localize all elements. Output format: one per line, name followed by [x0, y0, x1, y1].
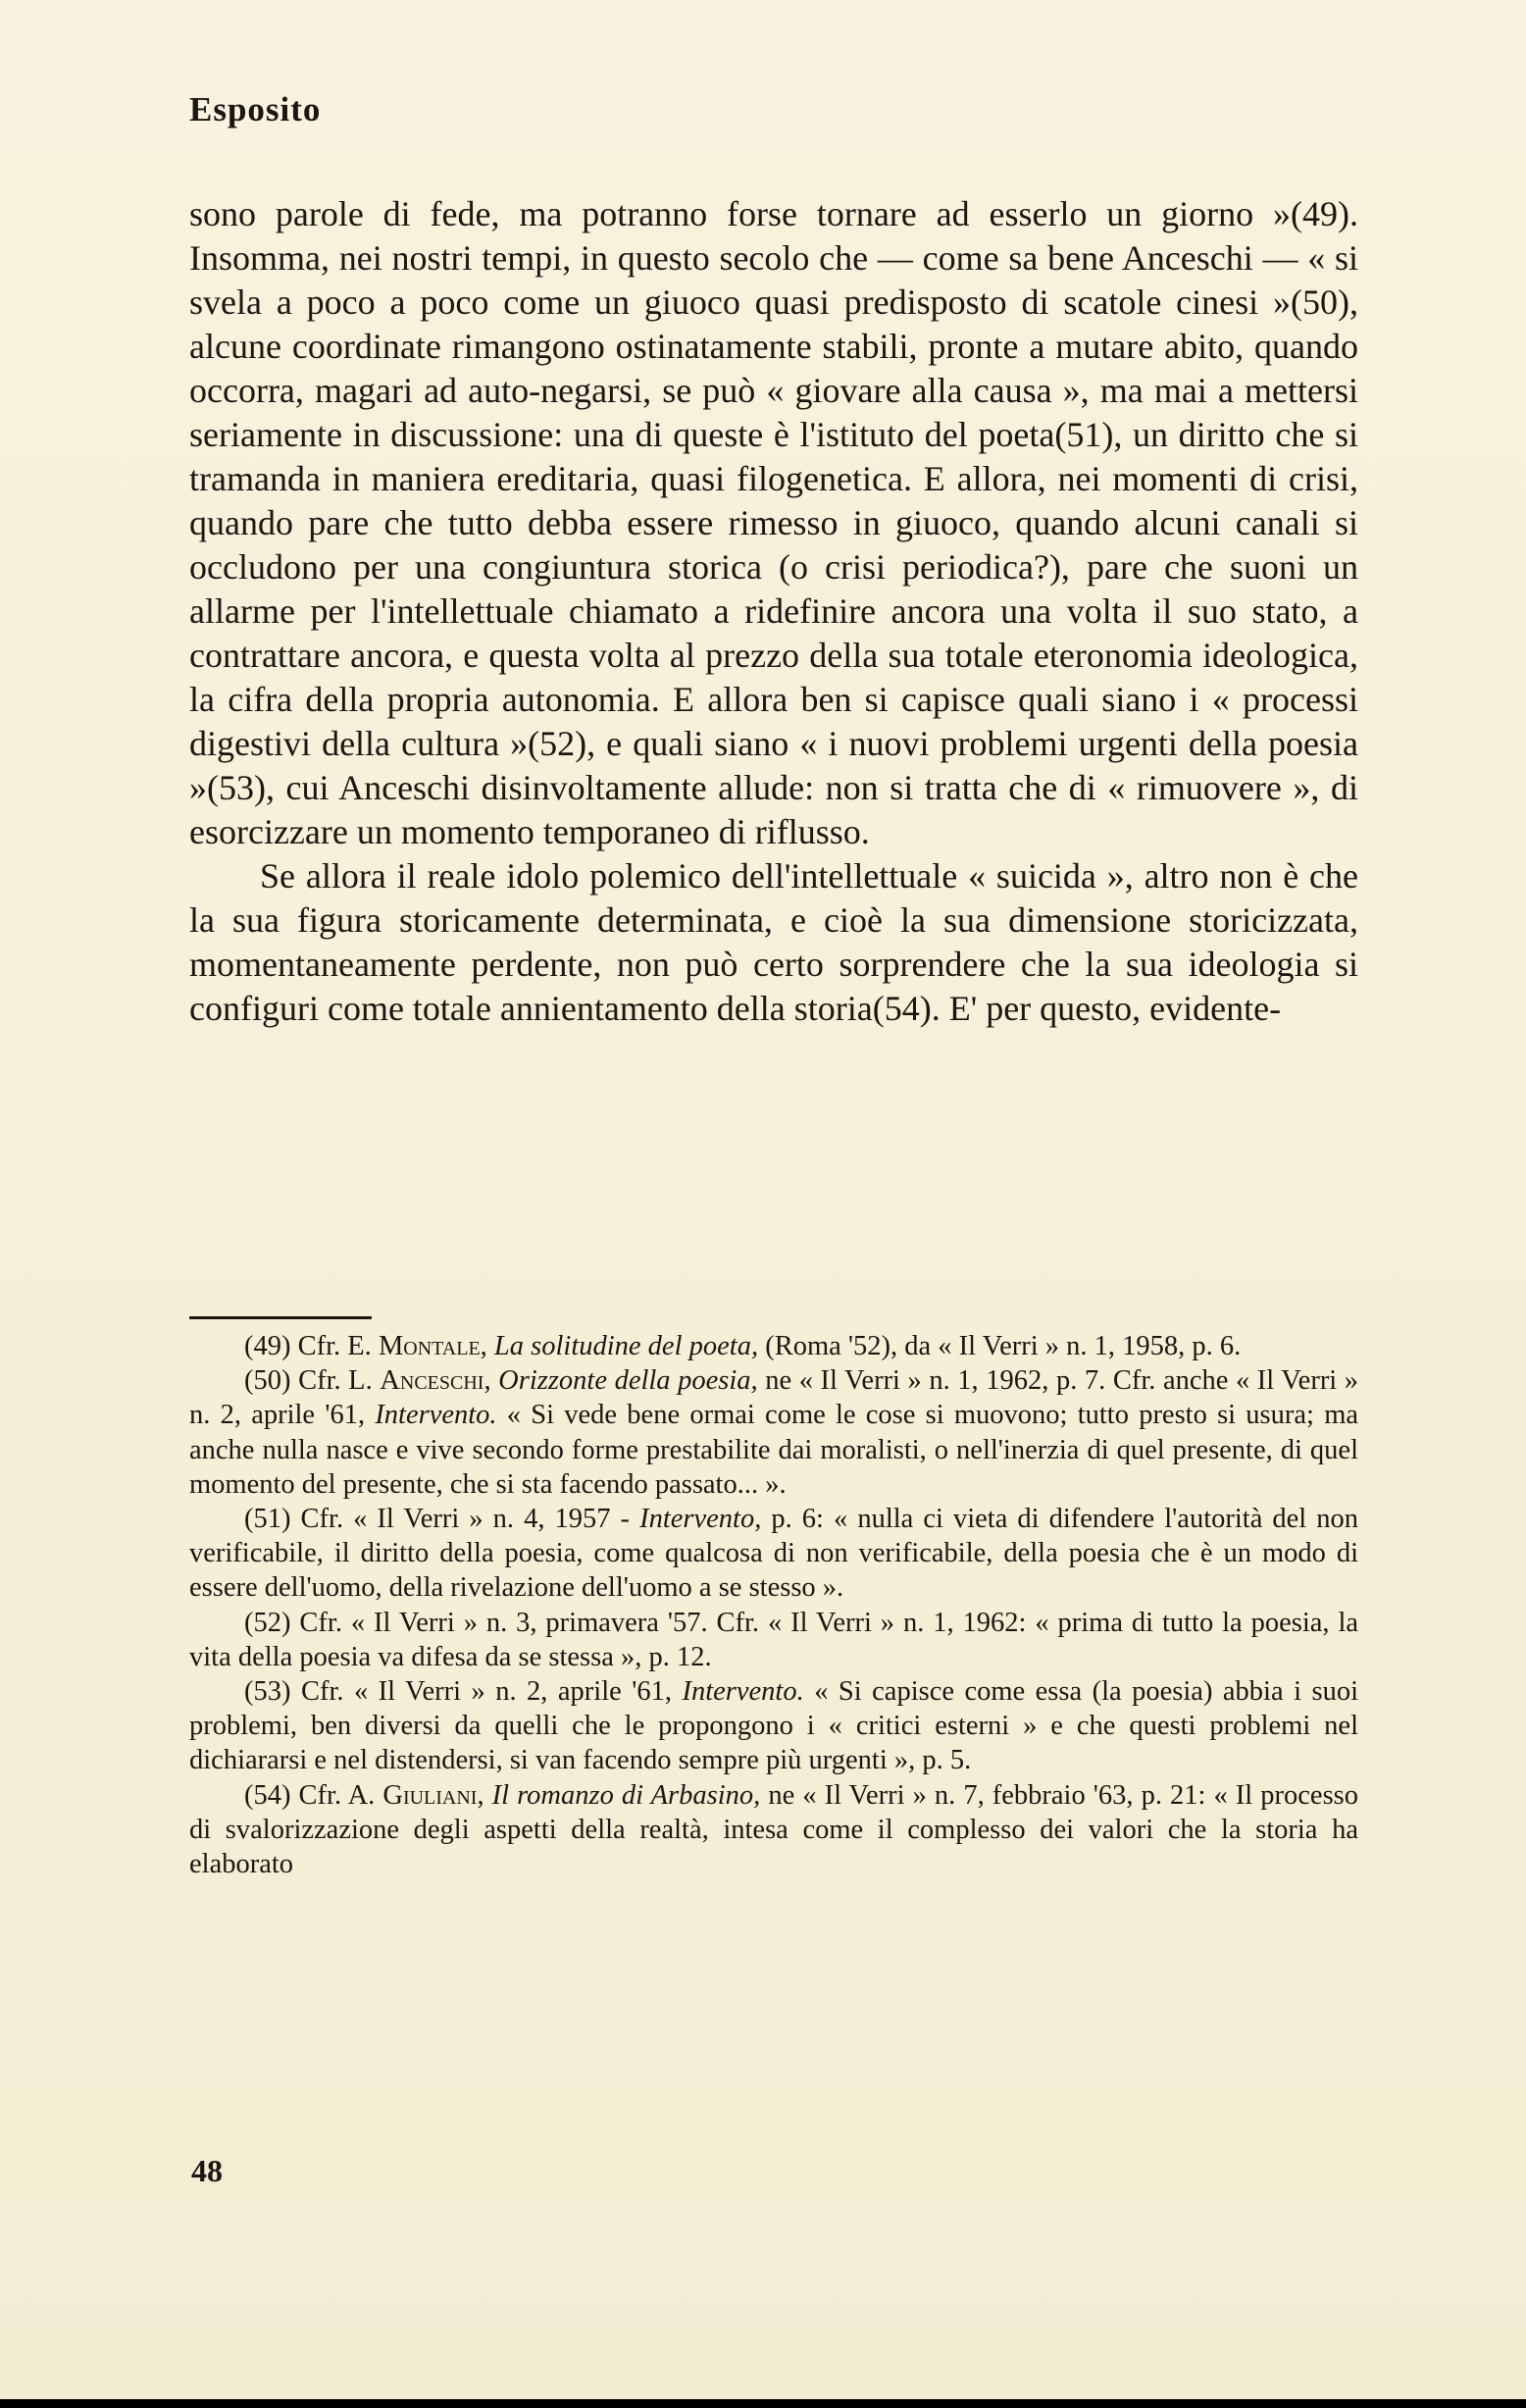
footnote-text: Cfr. « Il Verri » n. 2, aprile '61, — [300, 1676, 672, 1708]
footnote-text: Cfr. L. — [298, 1365, 373, 1397]
footnote-author: Montale, — [378, 1331, 487, 1361]
footnotes — [189, 1329, 1358, 1881]
footnote-text: p. 6: « nulla ci vieta di difendere l'autorità del non verificabile, il diritto della poesia, come qualcosa di non verificabile, della poesia che è un modo di essere dell'uomo, della rivelazione dell'uomo a se stesso ». — [189, 1504, 1359, 1604]
footnote-text: Cfr. « Il Verri » n. 3, primavera '57. Cfr. « Il Verri » n. 1, 1962: « prima di tutto la poesia, la vita della poesia va difesa da se stessa », p. 12. — [189, 1607, 1359, 1672]
footnote-number: (51) — [244, 1504, 291, 1535]
footnote-text: (Roma '52), da « Il Verri » n. 1, 1958, p. 6. — [765, 1331, 1242, 1361]
footnote-52 — [189, 1606, 1358, 1674]
footnote-number: (50) — [244, 1365, 291, 1397]
footnote-title: Il romanzo di Arbasino, — [491, 1779, 761, 1811]
footnote-text: Cfr. E. — [297, 1331, 372, 1361]
footnote-54 — [189, 1778, 1358, 1882]
footnote-number: (54) — [244, 1779, 291, 1811]
footnote-text: « Si vede bene ormai come le cose si muovono; tutto presto si usura; ma anche nulla nasce e vive secondo forme prestabilite dai moralisti, o nell'inerzia di quel presente, di quel momento del presente, che si sta facendo passato... ». — [189, 1400, 1359, 1500]
footnote-49 — [189, 1329, 1358, 1363]
footnote-text: ne « Il Verri » n. 1, 1962, p. 7. Cfr. anche « Il Verri » n. 2, aprile '61, — [189, 1365, 1359, 1431]
footnote-number: (49) — [244, 1331, 291, 1361]
footnote-author: Anceschi, — [380, 1365, 491, 1397]
footnote-author: Giuliani, — [382, 1779, 484, 1811]
footnote-53 — [189, 1674, 1358, 1778]
page-number: 48 — [191, 2153, 223, 2188]
footnote-51 — [189, 1502, 1358, 1606]
footnote-number: (52) — [244, 1607, 291, 1638]
footnote-text: Cfr. « Il Verri » n. 4, 1957 - — [300, 1504, 631, 1535]
footnote-number: (53) — [244, 1676, 291, 1708]
footnote-separator — [189, 1316, 372, 1319]
footnote-title: Orizzonte della poesia, — [498, 1365, 758, 1397]
footnote-title: Intervento. — [682, 1676, 804, 1708]
paragraph-continued: sono parole di fede, ma potranno forse tornare ad esserlo un giorno »(49). Insomma, nei nostri tempi, in questo secolo che — come sa bene Anceschi — « si svela a poco a poco come un giuoco quasi predisposto di scatole cinesi »(50), alcune coordinate rimangono ostinatamente stabili, pronte a mutare abito, quando occorra, magari ad auto-negarsi, se può « giovare alla causa », ma mai a mettersi seriamente in discussione: una di queste è l'istituto del poeta(51), un diritto che si tramanda in maniera ereditaria, quasi filogenetica. E allora, nei momenti di crisi, quando pare che tutto debba essere rimesso in giuoco, quando alcuni canali si occludono per una congiuntura storica (o crisi periodica?), pare che suoni un allarme per l'intellettuale chiamato a ridefinire ancora una volta il suo stato, a contrattare ancora, e questa volta al prezzo della sua totale eteronomia ideologica, la cifra della propria autonomia. E allora ben si capisce quali siano i « processi digestivi della cultura »(52), e quali siano « i nuovi problemi urgenti della poesia »(53), cui Anceschi disinvoltamente allude: non si tratta che di « rimuovere », di esorcizzare un momento temporaneo di riflusso. — [189, 194, 1358, 851]
footnote-title: Intervento. — [375, 1400, 497, 1431]
footnote-text: « Si capisce come essa (la poesia) abbia i suoi problemi, ben diversi da quelli che le propongono i « critici esterni » e che questi problemi nel dichiararsi e nel distendersi, si van facendo sempre più urgenti », p. 5. — [189, 1676, 1358, 1776]
footnote-title: Intervento, — [639, 1504, 762, 1535]
paragraph: Se allora il reale idolo polemico dell'intellettuale « suicida », altro non è che la sua figura storicamente determinata, e cioè la sua dimensione storicizzata, momentaneamente perdente, non può certo sorprendere che la sua ideologia si configuri come totale annientamento della storia(54). E' per questo, evidente- — [189, 856, 1358, 1028]
footnote-50 — [189, 1363, 1358, 1502]
footnote-text: ne « Il Verri » n. 7, febbraio '63, p. 21: « Il processo di svalorizzazione degli aspetti della realtà, intesa come il complesso dei valori che la storia ha elaborato — [189, 1779, 1359, 1880]
running-head-author: Esposito — [189, 90, 322, 128]
footnote-title: La solitudine del poeta, — [493, 1331, 759, 1361]
main-text — [189, 192, 1358, 1031]
footnote-text: Cfr. A. — [298, 1779, 376, 1811]
